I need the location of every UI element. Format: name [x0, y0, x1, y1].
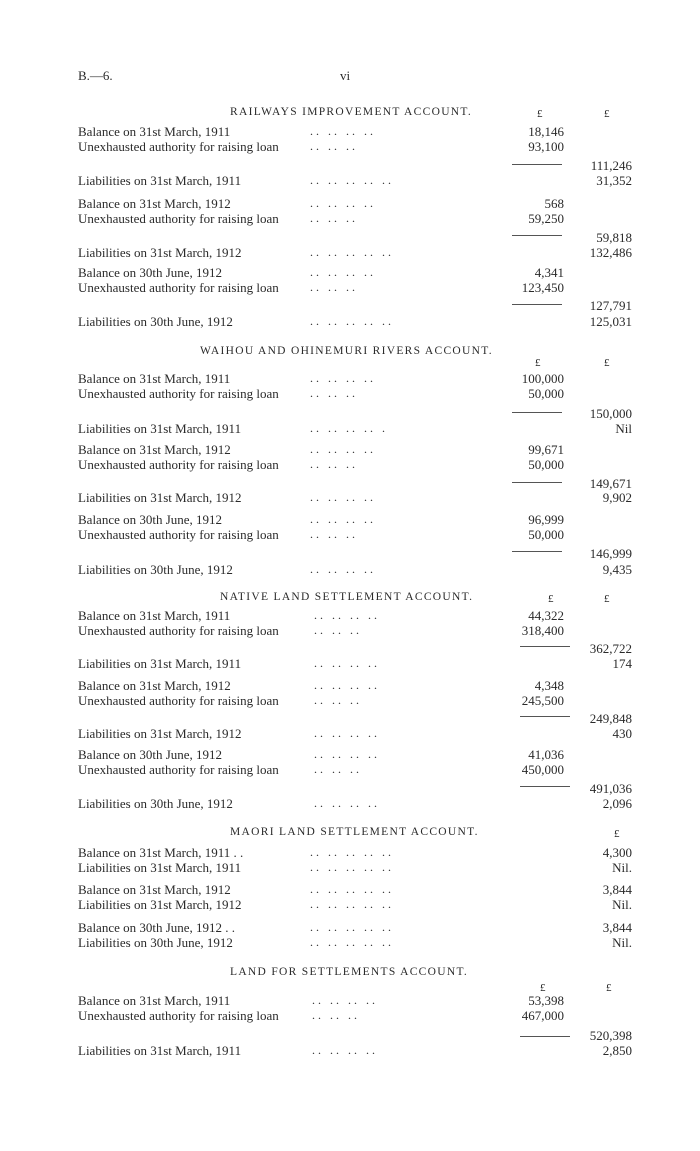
row-label: Unexhausted authority for raising loan	[78, 457, 279, 472]
currency-symbol: £	[604, 593, 610, 605]
leader-dots: . . . . . .	[314, 762, 359, 776]
leader-dots: . . . . . . . . . .	[310, 920, 391, 934]
amount-column-1: 100,000	[521, 371, 564, 386]
currency-symbol: £	[604, 108, 610, 120]
row-label: Unexhausted authority for raising loan	[78, 623, 279, 638]
leader-dots: . . . . . . . . . .	[310, 173, 391, 187]
leader-dots: . . . . . . . .	[310, 562, 373, 576]
row-label: Liabilities on 30th June, 1912	[78, 796, 233, 811]
amount-column-2: Nil.	[612, 935, 632, 950]
leader-dots: . . . . . . . .	[312, 1043, 375, 1057]
amount-column-1: 568	[544, 196, 564, 211]
amount-column-2: 150,000	[589, 406, 632, 421]
amount-column-1: 318,400	[521, 623, 564, 638]
leader-dots: . . . . . . . .	[312, 993, 375, 1007]
row-label: Liabilities on 30th June, 1912	[78, 314, 233, 329]
currency-symbol: £	[606, 982, 612, 994]
amount-column-1: 41,036	[528, 747, 564, 762]
amount-column-1: 4,341	[534, 265, 564, 280]
row-label: Liabilities on 31st March, 1911	[78, 173, 242, 188]
leader-dots: . . . . . . . . . .	[310, 845, 391, 859]
amount-column-1: 96,999	[528, 512, 564, 527]
amount-column-1: 467,000	[521, 1008, 564, 1023]
leader-dots: . . . . . . . . . .	[310, 882, 391, 896]
subtotal-rule	[512, 482, 562, 483]
section-title: WAIHOU AND OHINEMURI RIVERS ACCOUNT.	[200, 345, 493, 357]
amount-column-2: 520,398	[589, 1028, 632, 1043]
amount-column-2: 174	[612, 656, 632, 671]
row-label: Liabilities on 31st March, 1912	[78, 726, 242, 741]
currency-symbol: £	[537, 108, 543, 120]
amount-column-1: 44,322	[528, 608, 564, 623]
row-label: Unexhausted authority for raising loan	[78, 762, 279, 777]
currency-symbol: £	[535, 357, 541, 369]
row-label: Balance on 30th June, 1912	[78, 265, 223, 280]
amount-column-2: 249,848	[589, 711, 632, 726]
row-label: Liabilities on 31st March, 1911	[78, 421, 242, 436]
leader-dots: . . . . . . . .	[310, 512, 373, 526]
leader-dots: . . . . . .	[312, 1008, 357, 1022]
row-label: Liabilities on 31st March, 1912	[78, 897, 242, 912]
row-label: Balance on 31st March, 1911	[78, 124, 231, 139]
section-title: MAORI LAND SETTLEMENT ACCOUNT.	[230, 826, 479, 838]
amount-column-1: 450,000	[521, 762, 564, 777]
row-label: Balance on 31st March, 1912	[78, 442, 231, 457]
leader-dots: . . . . . . . .	[314, 608, 377, 622]
leader-dots: . . . . . .	[310, 457, 355, 471]
leader-dots: . . . . . . . . . .	[310, 245, 391, 259]
row-label: Balance on 31st March, 1912	[78, 196, 231, 211]
row-label: Balance on 31st March, 1911	[78, 993, 231, 1008]
row-label: Balance on 31st March, 1912	[78, 678, 231, 693]
leader-dots: . . . . . . . . . .	[310, 314, 391, 328]
amount-column-2: 132,486	[589, 245, 632, 260]
leader-dots: . . . . . . . .	[310, 371, 373, 385]
page-number: vi	[340, 68, 351, 83]
amount-column-2: Nil.	[612, 897, 632, 912]
amount-column-2: 2,096	[602, 796, 632, 811]
amount-column-1: 50,000	[528, 527, 564, 542]
leader-dots: . . . . . . . .	[314, 796, 377, 810]
row-label: Unexhausted authority for raising loan	[78, 211, 279, 226]
amount-column-1: 59,250	[528, 211, 564, 226]
amount-column-1: 50,000	[528, 386, 564, 401]
amount-column-1: 99,671	[528, 442, 564, 457]
leader-dots: . . . . . . . . . .	[310, 897, 391, 911]
currency-symbol: £	[548, 593, 554, 605]
leader-dots: . . . . . . . .	[310, 124, 373, 138]
amount-column-2: 4,300	[602, 845, 632, 860]
leader-dots: . . . . . .	[314, 693, 359, 707]
leader-dots: . . . . . . . .	[314, 726, 377, 740]
leader-dots: . . . . . . . .	[314, 678, 377, 692]
row-label: Liabilities on 31st March, 1911	[78, 860, 242, 875]
leader-dots: . . . . . . . .	[310, 442, 373, 456]
row-label: Unexhausted authority for raising loan	[78, 693, 279, 708]
row-label: Liabilities on 31st March, 1911	[78, 1043, 242, 1058]
row-label: Liabilities on 30th June, 1912	[78, 562, 233, 577]
amount-column-2: 430	[612, 726, 632, 741]
leader-dots: . . . . . . . . . .	[310, 935, 391, 949]
leader-dots: . . . . . . . . .	[310, 421, 385, 435]
row-label: Balance on 31st March, 1911	[78, 371, 231, 386]
row-label: Unexhausted authority for raising loan	[78, 139, 279, 154]
section-title: RAILWAYS IMPROVEMENT ACCOUNT.	[230, 106, 473, 118]
leader-dots: . . . . . .	[310, 211, 355, 225]
leader-dots: . . . . . . . .	[314, 656, 377, 670]
row-label: Liabilities on 30th June, 1912	[78, 935, 233, 950]
leader-dots: . . . . . . . .	[310, 265, 373, 279]
leader-dots: . . . . . .	[310, 527, 355, 541]
leader-dots: . . . . . . . . . .	[310, 860, 391, 874]
amount-column-2: 3,844	[602, 882, 632, 897]
currency-symbol: £	[604, 357, 610, 369]
leader-dots: . . . . . . . .	[314, 747, 377, 761]
amount-column-2: 146,999	[589, 546, 632, 561]
leader-dots: . . . . . .	[310, 280, 355, 294]
amount-column-2: 59,818	[596, 230, 632, 245]
amount-column-2: 362,722	[589, 641, 632, 656]
row-label: Balance on 30th June, 1912 . .	[78, 920, 236, 935]
subtotal-rule	[512, 164, 562, 165]
amount-column-1: 123,450	[521, 280, 564, 295]
row-label: Balance on 31st March, 1912	[78, 882, 231, 897]
leader-dots: . . . . . . . .	[310, 490, 373, 504]
section-title: NATIVE LAND SETTLEMENT ACCOUNT.	[220, 591, 474, 603]
subtotal-rule	[512, 551, 562, 552]
section-title: LAND FOR SETTLEMENTS ACCOUNT.	[230, 966, 469, 978]
amount-column-2: 9,435	[602, 562, 632, 577]
currency-symbol: £	[540, 982, 546, 994]
amount-column-1: 18,146	[528, 124, 564, 139]
amount-column-2: 125,031	[589, 314, 632, 329]
subtotal-rule	[512, 412, 562, 413]
row-label: Unexhausted authority for raising loan	[78, 1008, 279, 1023]
row-label: Balance on 30th June, 1912	[78, 512, 223, 527]
amount-column-2: 9,902	[602, 490, 632, 505]
row-label: Liabilities on 31st March, 1912	[78, 490, 242, 505]
row-label: Liabilities on 31st March, 1912	[78, 245, 242, 260]
document-code: B.—6.	[78, 68, 113, 83]
row-label: Unexhausted authority for raising loan	[78, 386, 279, 401]
amount-column-2: 491,036	[589, 781, 632, 796]
subtotal-rule	[512, 235, 562, 236]
amount-column-1: 4,348	[534, 678, 564, 693]
row-label: Balance on 31st March, 1911	[78, 608, 231, 623]
amount-column-1: 245,500	[521, 693, 564, 708]
amount-column-2: 127,791	[589, 298, 632, 313]
row-label: Unexhausted authority for raising loan	[78, 527, 279, 542]
amount-column-2: 3,844	[602, 920, 632, 935]
row-label: Liabilities on 31st March, 1911	[78, 656, 242, 671]
amount-column-2: 149,671	[589, 476, 632, 491]
leader-dots: . . . . . .	[314, 623, 359, 637]
amount-column-1: 53,398	[528, 993, 564, 1008]
row-label: Balance on 31st March, 1911 . .	[78, 845, 244, 860]
leader-dots: . . . . . .	[310, 139, 355, 153]
amount-column-2: 31,352	[596, 173, 632, 188]
amount-column-1: 93,100	[528, 139, 564, 154]
amount-column-2: 2,850	[602, 1043, 632, 1058]
currency-symbol: £	[614, 828, 620, 840]
amount-column-2: 111,246	[590, 158, 632, 173]
subtotal-rule	[512, 304, 562, 305]
leader-dots: . . . . . . . .	[310, 196, 373, 210]
amount-column-1: 50,000	[528, 457, 564, 472]
leader-dots: . . . . . .	[310, 386, 355, 400]
row-label: Unexhausted authority for raising loan	[78, 280, 279, 295]
amount-column-2: Nil.	[612, 860, 632, 875]
row-label: Balance on 30th June, 1912	[78, 747, 223, 762]
amount-column-2: Nil	[615, 421, 632, 436]
